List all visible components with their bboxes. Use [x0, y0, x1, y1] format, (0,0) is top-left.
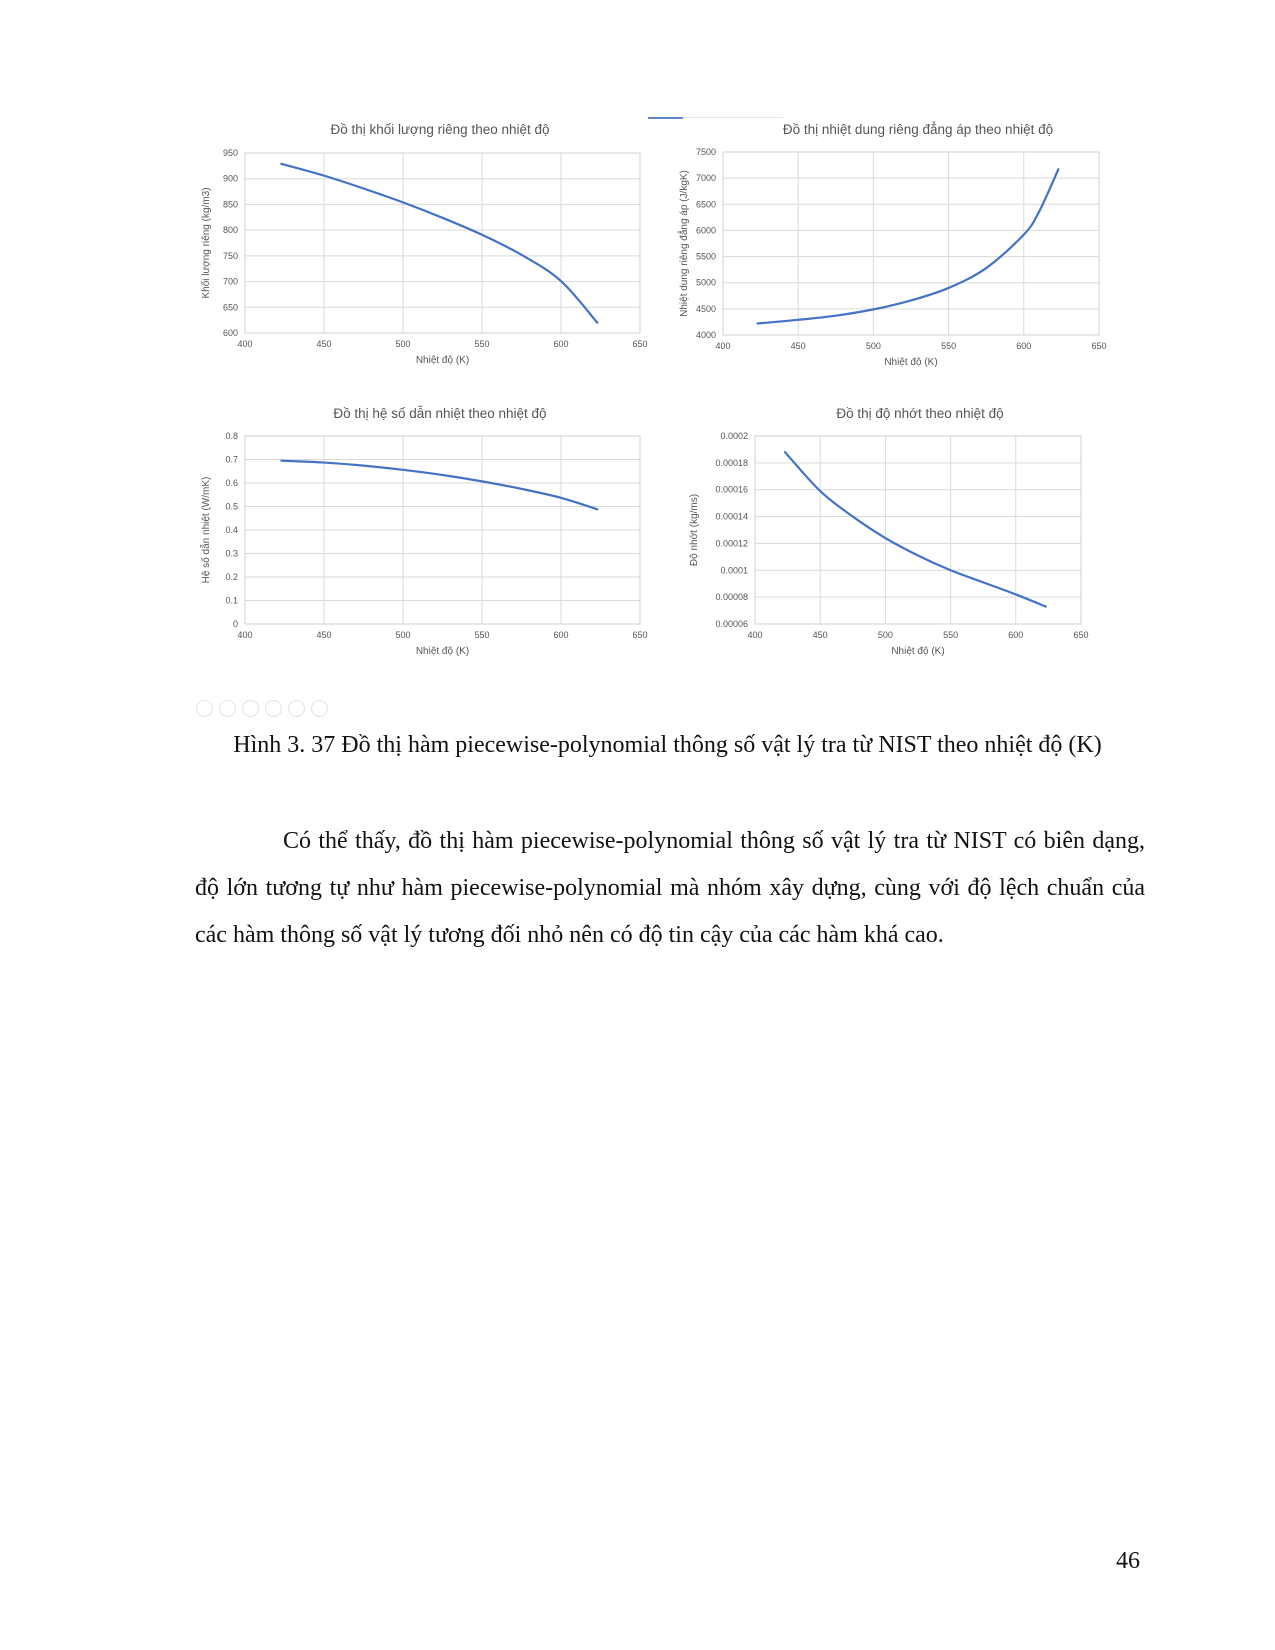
- chart-3-series-line: [281, 461, 597, 510]
- chart-4-xlabel: Nhiệt độ (K): [891, 646, 945, 657]
- chart-thermal-conductivity-svg: [200, 402, 670, 667]
- search-icon: [288, 700, 305, 717]
- chart-2-xlabel: Nhiệt độ (K): [884, 357, 938, 368]
- chart-4-ytick-label: 0.00006: [715, 619, 748, 629]
- chart-1-ytick-label: 850: [222, 199, 238, 210]
- chart-4-ytick-label: 0.00014: [715, 511, 748, 522]
- chart-specific-heat: [678, 118, 1148, 383]
- chart-4-xtick-label: 450: [812, 630, 828, 640]
- chart-1-xtick-label: 400: [237, 339, 253, 349]
- chart-2-ytick-label: 4500: [695, 303, 716, 314]
- chart-4-xtick-label: 400: [747, 630, 763, 640]
- chart-4-series-line: [785, 452, 1046, 606]
- chart-3-ytick-label: 0.5: [225, 501, 238, 512]
- chart-4-title: Đồ thị độ nhớt theo nhiệt độ: [836, 406, 1004, 421]
- print-icon: [265, 700, 282, 717]
- chart-3-xtick-label: 550: [474, 630, 490, 640]
- more-icon: [311, 700, 328, 717]
- chart-3-ytick-label: 0.1: [225, 595, 238, 606]
- chart-3-ytick-label: 0.3: [225, 548, 238, 559]
- chart-3-ytick-label: 0: [232, 619, 238, 629]
- chart-3-ylabel: Hệ số dẫn nhiệt (W/mK): [201, 476, 212, 584]
- chart-3-xtick-label: 650: [632, 630, 648, 640]
- chart-3-ytick-label: 0.4: [225, 525, 238, 535]
- chart-2-ytick-label: 6000: [695, 225, 716, 236]
- chart-2-ytick-label: 4000: [695, 330, 716, 340]
- edit-icon: [242, 700, 259, 717]
- chart-3-xtick-label: 400: [237, 630, 253, 640]
- chart-1-xtick-label: 650: [632, 339, 648, 349]
- chart-1-ytick-label: 650: [222, 302, 238, 313]
- chart-1-ytick-label: 950: [222, 148, 238, 158]
- chart-density-svg: [200, 118, 670, 383]
- chart-4-xtick-label: 500: [877, 630, 893, 640]
- chart-3-xtick-label: 450: [316, 630, 332, 640]
- chart-1-ytick-label: 800: [222, 225, 238, 236]
- chart-4-xtick-label: 600: [1008, 630, 1024, 640]
- chart-4-ylabel: Độ nhớt (kg/ms): [689, 493, 700, 567]
- chart-1-xtick-label: 550: [474, 339, 490, 349]
- chart-1-xlabel: Nhiệt độ (K): [415, 355, 470, 366]
- body-paragraph: Có thể thấy, đồ thị hàm piecewise-polynomial thông số vật lý tra từ NIST có biên dạng, độ lớn tương tự như hàm piecewise-polynomial mà nhóm xây dựng, cùng với độ lệch chuẩn của các hàm thông số vật lý tương đối nhỏ nên có độ tin cậy của các hàm khá cao.: [195, 828, 1145, 948]
- chart-4-ytick-label: 0.00016: [715, 484, 748, 495]
- chart-2-xtick-label: 400: [715, 341, 731, 351]
- chart-3-xtick-label: 600: [553, 630, 569, 640]
- page-number: 46: [1116, 1548, 1140, 1574]
- chart-2-xtick-label: 500: [865, 341, 881, 351]
- faded-toolbar: [196, 700, 328, 717]
- chart-3-ytick-label: 0.8: [225, 431, 238, 441]
- chart-4-ytick-label: 0.00018: [715, 457, 748, 468]
- chart-1-xtick-label: 500: [395, 339, 411, 349]
- chart-2-ytick-label: 5500: [695, 251, 716, 262]
- chart-3-xlabel: Nhiệt độ (K): [415, 646, 470, 657]
- chart-2-xtick-label: 650: [1091, 341, 1107, 351]
- chart-2-plot-frame: [723, 152, 1099, 335]
- chart-density: [200, 118, 670, 383]
- chart-4-xtick-label: 550: [943, 630, 959, 640]
- chart-2-xtick-label: 450: [790, 341, 806, 351]
- chart-3-ytick-label: 0.7: [225, 454, 238, 465]
- chart-4-ytick-label: 0.0001: [720, 565, 748, 576]
- chart-2-xtick-label: 600: [1016, 341, 1032, 351]
- chart-1-xtick-label: 600: [553, 339, 569, 349]
- chart-1-ytick-label: 600: [222, 328, 238, 338]
- chart-1-xtick-label: 450: [316, 339, 332, 349]
- figure-caption: Hình 3. 37 Đồ thị hàm piecewise-polynomial thông số vật lý tra từ NIST theo nhiệt độ (K): [233, 732, 1102, 758]
- chart-2-series-line: [758, 169, 1059, 323]
- chart-specific-heat-svg: [678, 118, 1148, 383]
- chart-1-plot-frame: [245, 153, 640, 333]
- chart-2-ytick-label: 5000: [695, 277, 716, 288]
- chart-2-ytick-label: 7500: [695, 147, 716, 157]
- chart-viscosity-svg: [690, 402, 1160, 667]
- chart-viscosity: [690, 402, 1160, 667]
- chart-4-ytick-label: 0.00008: [715, 592, 748, 603]
- chart-4-ytick-label: 0.00012: [715, 538, 748, 549]
- chart-3-xtick-label: 500: [395, 630, 411, 640]
- chart-thermal-conductivity: [200, 402, 670, 667]
- chart-2-title: Đồ thị nhiệt dung riêng đẳng áp theo nhiệt độ: [782, 122, 1054, 137]
- undo-icon: [196, 700, 213, 717]
- chart-3-ytick-label: 0.6: [225, 478, 238, 488]
- chart-1-title: Đồ thị khối lượng riêng theo nhiệt độ: [330, 122, 550, 137]
- chart-4-plot-frame: [755, 436, 1081, 624]
- chart-2-ytick-label: 6500: [695, 199, 716, 210]
- chart-2-xtick-label: 550: [941, 341, 957, 351]
- chart-2-ytick-label: 7000: [695, 173, 716, 184]
- chart-1-ylabel: Khối lượng riêng (kg/m3): [201, 187, 212, 299]
- chart-1-ytick-label: 750: [222, 250, 238, 261]
- redo-icon: [219, 700, 236, 717]
- chart-3-title: Đồ thị hệ số dẫn nhiệt theo nhiệt độ: [333, 406, 547, 421]
- chart-1-series-line: [281, 164, 597, 323]
- chart-1-ytick-label: 900: [222, 173, 238, 184]
- chart-2-ylabel: Nhiệt dung riêng đẳng áp (J/kgK): [679, 170, 690, 317]
- chart-4-xtick-label: 650: [1073, 630, 1089, 640]
- chart-4-ytick-label: 0.0002: [720, 431, 748, 441]
- chart-3-ytick-label: 0.2: [225, 572, 238, 582]
- chart-1-ytick-label: 700: [222, 276, 238, 287]
